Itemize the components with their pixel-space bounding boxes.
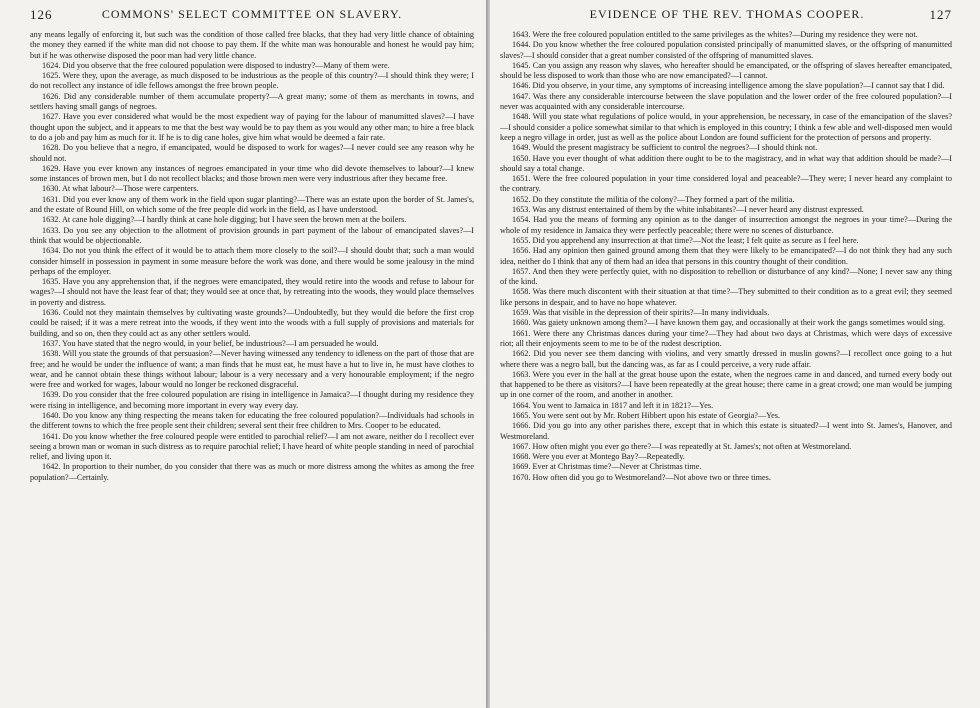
question-answer: 1668. Were you ever at Montego Bay?—Repeatedly. bbox=[512, 452, 685, 462]
question-answer: 1634. Do not you think the effect of it would be to attach them more closely to the soil?—I should doubt that; such a man would consider himself in possession in payment in some measure before the work was done, and there would be some jealousy in the mind perhaps of the employer. bbox=[30, 246, 474, 276]
question-answer: 1655. Did you apprehend any insurrection at that time?—Not the least; I felt quite as secure as I feel here. bbox=[512, 235, 859, 245]
question-answer: 1654. Had you the means of forming any opinion as to the danger of insurrection amongst the negroes in your time?—During the whole of my residence in Jamaica they were perfectly peaceable; there were no scenes of disturbance. bbox=[500, 215, 952, 235]
question-answer: 1664. You went to Jamaica in 1817 and left it in 1821?—Yes. bbox=[512, 400, 714, 410]
question-answer: 1638. Will you state the grounds of that persuasion?—Never having witnessed any tendency to idleness on the part of those that are free; and he would be under the influence of want; a man finds that he must eat, he must have a hut to live in, he must have clothes to wear, and he cannot obtain these things without labour; labour is a very necessary and a very honourable employment; if the negro were free and worked for wages, labour would no longer be reckoned disgraceful. bbox=[30, 349, 474, 390]
question-answer: 1662. Did you never see them dancing with violins, and very smartly dressed in muslin gowns?—I recollect once going to a hut where there was a negro ball, but the dancing was, as far as I could perceive, a very rude affair. bbox=[500, 349, 952, 369]
question-answer: 1643. Were the free coloured population entitled to the same privileges as the whites?—During my residence they were not. bbox=[512, 30, 918, 39]
question-answer: 1639. Do you consider that the free coloured population are rising in intelligence in Jamaica?—I thought during my residence they were rising in intelligence, and becoming more important in every way every day. bbox=[30, 390, 474, 410]
question-answer: 1626. Did any considerable number of them accumulate property?—A great many; some of them as merchants in towns, and settlers having small gangs of negroes. bbox=[30, 91, 474, 112]
left-page-header bbox=[30, 7, 474, 23]
question-answer: 1644. Do you know whether the free coloured population consisted principally of manumitted slaves, or the offspring of manumitted slaves?—I should consider that a great number consisted of the offspring of manumitted slaves. bbox=[500, 40, 952, 60]
question-answer: 1642. In proportion to their number, do you consider that there was as much or more distress among the whites as among the free population?—Certainly. bbox=[30, 462, 474, 482]
question-answer: 1628. Do you believe that a negro, if emancipated, would be disposed to work for wages?—I never could see any reason why he should not. bbox=[30, 143, 474, 163]
question-answer: 1666. Did you go into any other parishes there, except that in which this estate is situated?—I went into St. James's, Hanover, and Westmoreland. bbox=[500, 421, 952, 441]
question-answer: 1660. Was gaiety unknown among them?—I have known them gay, and occasionally at their work the gangs sometimes would sing. bbox=[512, 318, 945, 328]
question-answer: 1667. How often might you ever go there?—I was repeatedly at St. James's; not often at Westmoreland. bbox=[512, 441, 852, 451]
question-answer: 1658. Was there much discontent with their situation at that time?—They submitted to their condition as to a great evil; they seemed like persons in despair, and to have no hope whatever. bbox=[500, 287, 952, 307]
question-answer: 1663. Were you ever in the hall at the great house upon the estate, when the negroes came in and danced, and turned every body out that happened to be there as visitors?—I have been repeatedly at the great house; there came in a great crowd; one man would be jumping up in one corner of the room, and another in another. bbox=[500, 369, 952, 400]
question-answer: 1665. You were sent out by Mr. Robert Hibbert upon his estate of Georgia?—Yes. bbox=[512, 410, 781, 420]
right-page bbox=[490, 0, 980, 708]
question-answer: 1648. Will you state what regulations of police would, in your apprehension, be necessary, in case of the emancipation of the slaves?—I should consider a police somewhat similar to that which is employed in this country; I think a few able and well-disposed men would keep a negro village in order, just as well as the police about London are found sufficient for the protection of persons and property. bbox=[500, 112, 952, 142]
question-answer: 1641. Do you know whether the free coloured people were entitled to parochial relief?—I am not aware, neither do I recollect ever seeing a brown man or woman in such distress as to require parochial relief; I have heard of white people standing in need of parochial relief, and living upon it. bbox=[30, 431, 474, 462]
question-answer: 1624. Did you observe that the free coloured population were disposed to industry?—Many of them were. bbox=[42, 60, 390, 70]
question-answer: 1653. Was any distrust entertained of them by the white inhabitants?—I never heard any distrust expressed. bbox=[512, 205, 864, 215]
question-answer: 1630. At what labour?—Those were carpenters. bbox=[42, 184, 199, 194]
question-answer: 1636. Could not they maintain themselves by cultivating waste grounds?—Undoubtedly, but they would die before the first crop could be raised; if it was a mere retreat into the woods, if they went into the woods with a full supply of provisions and materials for building, and so on, then they could act as any other settlers would. bbox=[30, 308, 474, 338]
question-answer: 1670. How often did you go to Westmoreland?—Not above two or three times. bbox=[512, 472, 771, 482]
question-answer: 1651. Were the free coloured population in your time considered loyal and peaceable?—They were; I never heard any complaint to the contrary. bbox=[500, 174, 952, 194]
right-page-body bbox=[500, 30, 952, 706]
book-gutter bbox=[486, 0, 490, 708]
question-answer: 1640. Do you know any thing respecting the means taken for educating the free coloured population?—Individuals had schools in the different towns to which the free people sent their children; several sent their free children to Mrs. Cooper to be educated. bbox=[30, 410, 474, 431]
question-answer: 1633. Do you see any objection to the allotment of provision grounds in part payment of the labour of emancipated slaves?—I think that would be objectionable. bbox=[30, 225, 474, 245]
question-answer: 1659. Was that visible in the depression of their spirits?—In many individuals. bbox=[512, 308, 770, 318]
left-running-title: COMMONS' SELECT COMMITTEE ON SLAVERY. bbox=[101, 7, 403, 21]
left-page-body bbox=[30, 30, 474, 706]
question-answer: 1635. Have you any apprehension that, if the negroes were emancipated, they would retire into the woods and refuse to labour for wages?—I should not have the least fear of that; they would see at once that, by retreating into the woods, they would place themselves in poverty and distress. bbox=[30, 277, 474, 307]
right-page-header bbox=[502, 7, 952, 23]
continuation-paragraph: any means legally of enforcing it, but such was the condition of those called free blacks, that they had very little chance of obtaining the money they earned if the white man did not choose to pay them. If the white man was honourable and honest he would pay him; but if he was otherwise disposed the poor man had very little chance. bbox=[30, 30, 474, 60]
question-answer: 1657. And then they were perfectly quiet, with no disposition to rebellion or disturbance of any kind?—None; I never saw any thing of the kind. bbox=[500, 266, 952, 287]
question-answer: 1669. Ever at Christmas time?—Never at Christmas time. bbox=[512, 462, 702, 472]
question-answer: 1661. Were there any Christmas dances during your time?—They had about two days at Christmas, which were days of excessive riot; all their enjoyments seem to me to be of the rudest description. bbox=[500, 328, 952, 348]
right-running-title: EVIDENCE OF THE REV. THOMAS COOPER. bbox=[589, 7, 865, 21]
question-answer: 1646. Did you observe, in your time, any symptoms of increasing intelligence among the slave population?—I cannot say that I did. bbox=[512, 81, 945, 91]
question-answer: 1637. You have stated that the negro would, in your belief, be industrious?—I am persuaded he would. bbox=[42, 338, 379, 348]
question-answer: 1647. Was there any considerable intercourse between the slave population and the lower order of the free coloured population?—I never was acquainted with any considerable intercourse. bbox=[500, 91, 952, 112]
left-page bbox=[0, 0, 486, 708]
question-answer: 1656. Had any opinion then gained ground among them that they were likely to be emancipated?—I do not think they had any such idea, neither do I think that any of them had an idea that persons in this country thought of their condition. bbox=[500, 246, 952, 266]
question-answer: 1652. Do they constitute the militia of the colony?—They formed a part of the militia. bbox=[512, 194, 795, 204]
question-answer: 1629. Have you ever known any instances of negroes emancipated in your time who did devote themselves to labour?—I knew some instances of brown men, but I do not recollect blacks; and those brown men were very industrious after they became free. bbox=[30, 163, 474, 184]
question-answer: 1649. Would the present magistracy be sufficient to control the negroes?—I should think not. bbox=[512, 143, 818, 153]
question-answer: 1625. Were they, upon the average, as much disposed to be industrious as the people of this country?—I should think they were; I do not recollect any instance of idle fellows amongst the free brown people. bbox=[30, 71, 474, 91]
right-page-number: 127 bbox=[929, 7, 952, 22]
question-answer: 1645. Can you assign any reason why slaves, who hereafter should be emancipated, or the offspring of slaves hereafter emancipated, should be less disposed to work than those who are now emancipated?—I cannot. bbox=[500, 60, 952, 81]
question-answer: 1632. At cane hole digging?—I hardly think at cane hole digging; but I have seen the brown men at the boilers. bbox=[42, 215, 407, 225]
question-answer: 1650. Have you ever thought of what addition there ought to be to the magistracy, and in what way that addition should be made?—I should say a total change. bbox=[500, 153, 952, 173]
question-answer: 1631. Did you ever know any of them work in the field upon sugar planting?—There was an estate upon the border of St. James's, and the estate of Round Hill, on which some of the free people did work in the field, as I have understood. bbox=[30, 194, 474, 215]
left-page-number: 126 bbox=[30, 7, 53, 22]
question-answer: 1627. Have you ever considered what would be the most expedient way of paying for the labour of manumitted slaves?—I have thought upon the subject, and it appears to me that the best way would be to pay them as you would any other man; to hire a free black to do a job and pay him as much for it. If he is to dig cane holes, give him what would be deemed a fair rate. bbox=[30, 112, 474, 142]
